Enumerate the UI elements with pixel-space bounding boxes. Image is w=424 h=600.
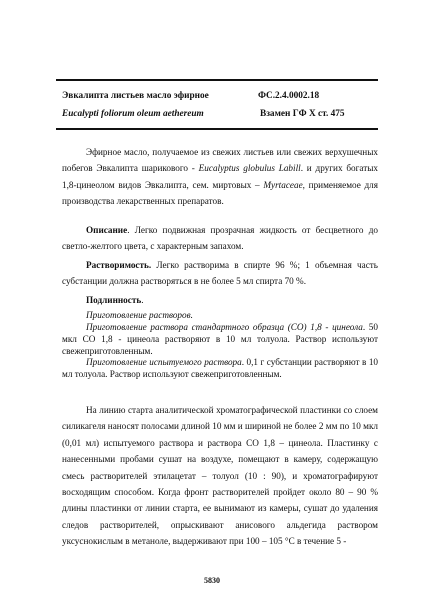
intro-text-b: . и других богатых 1,8-цинеолом видов Эвкалипта, сем. миртовых – [62, 163, 379, 190]
prep-test-label: Приготовление испытуемого раствора [86, 357, 242, 367]
prep-solutions-heading [62, 310, 378, 322]
solubility-label: Растворимость. [86, 260, 152, 270]
description-paragraph [62, 222, 378, 255]
species-latin: Eucalyptus globulus Labill [198, 163, 301, 174]
replaces-reference: Взамен ГФ X ст. 475 [260, 109, 345, 119]
solubility-text: Легко растворима в спирте 96 %; 1 объемная часть субстанции должна растворяться в не более 5 мл спирта 70 %. [62, 260, 378, 287]
procedure-paragraph: На линию старта аналитической хроматографической пластинки со слоем силикагеля наносят полосами длиной 10 мм и шириной не более 2 мм по 10 мкл (0,01 мл) испытуемого раствора и раствора СО 1,8 – цинеола. Пластинку с нанесенными пробами сушат на воздухе, помещают в камеру, содержащую смесь растворителей этилацетат – толуол (10 : 90), и хроматографируют восходящим способом. Когда фронт растворителей пройдет около 80 – 90 % длины пластинки от линии старта, ее вынимают из камеры, сушат до удаления следов растворителей, опрыскивают анисового альдегида раствором уксуснокислым в метаноле, выдерживают при 100 – 105 °С в течение 5 - [62, 405, 378, 547]
prep-standard-label: Приготовление раствора стандартного образца (СО) 1,8 - цинеола [86, 322, 363, 332]
description-label: Описание [86, 225, 128, 235]
monograph-title-ru: Эвкалипта листьев масло эфирное [62, 91, 209, 101]
intro-paragraph [62, 144, 378, 210]
prep-solutions-label: Приготовление растворов. [86, 310, 193, 320]
intro-text-a: Эфирное масло, получаемое из свежих листьев или свежих верхушечных побегов Эвкалипта шарикового - [62, 147, 378, 174]
family-latin: Myrtaceae [263, 179, 303, 190]
identity-label: Подлинность [86, 295, 142, 305]
prep-standard-paragraph [62, 322, 378, 357]
monograph-title-latin: Eucalypti foliorum oleum aethereum [62, 109, 204, 119]
header-top-rule [56, 79, 378, 81]
identity-dot: . [141, 295, 144, 305]
identity-heading [62, 292, 378, 308]
description-text: . Легко подвижная прозрачная жидкость от бесцветного до светло-желтого цвета, с характерным запахом. [62, 225, 378, 252]
intro-text-c: , применяемое для производства лекарственных препаратов. [62, 179, 378, 207]
prep-standard-text: . 50 мкл СО 1,8 - цинеола растворяют в 10 мл толуола. Раствор используют свежеприготовленным. [62, 322, 378, 356]
monograph-code: ФС.2.4.0002.18 [258, 91, 320, 101]
prep-test-paragraph [62, 357, 378, 381]
prep-test-text: . 0,1 г субстанции растворяют в 10 мл толуола. Раствор используют свежеприготовленным. [62, 357, 379, 379]
solubility-paragraph [62, 257, 378, 290]
header-bottom-rule [56, 128, 378, 130]
page-number: 5830 [204, 576, 220, 585]
